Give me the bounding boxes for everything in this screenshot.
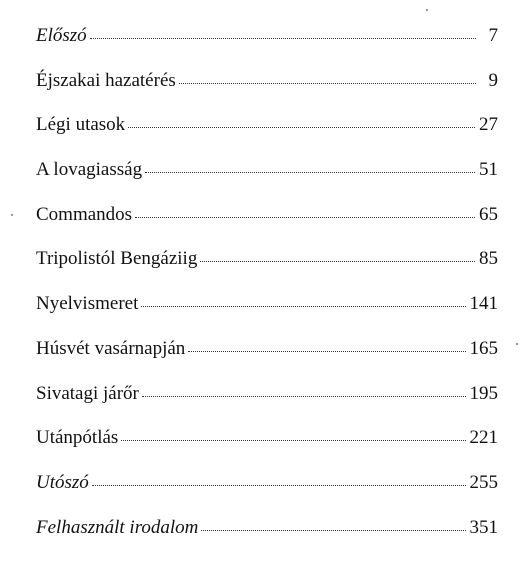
dot-leader (128, 127, 475, 128)
toc-entry-page: 351 (469, 516, 498, 538)
table-of-contents (36, 26, 498, 562)
toc-entry-page: 7 (488, 25, 498, 46)
toc-entry (36, 115, 498, 160)
toc-entry-page: 65 (479, 203, 498, 225)
toc-entry (36, 249, 498, 294)
toc-entry-page: 27 (479, 114, 498, 136)
dot-leader (90, 38, 476, 39)
toc-entry (36, 26, 498, 71)
toc-entry-title: Tripolistól Bengáziig (36, 248, 198, 270)
toc-entry-title: Éjszakai hazatérés (36, 69, 176, 91)
dot-leader (141, 306, 465, 307)
toc-entry-title: Utószó (36, 471, 89, 493)
scan-speck (426, 9, 428, 11)
toc-entry-title: Sivatagi járőr (36, 382, 139, 404)
toc-entry-page: 141 (469, 293, 498, 315)
toc-entry (36, 205, 498, 250)
toc-entry-title: Előszó (36, 25, 87, 46)
toc-entry-page: 9 (488, 69, 498, 91)
toc-entry-page: 51 (479, 159, 498, 181)
scan-speck (516, 343, 518, 345)
toc-entry (36, 473, 498, 518)
toc-entry (36, 339, 498, 384)
dot-leader (121, 440, 465, 441)
toc-entry (36, 160, 498, 205)
toc-entry-title: Légi utasok (36, 114, 126, 136)
dot-leader (188, 351, 465, 352)
toc-entry-title: Felhasznált irodalom (36, 516, 199, 538)
toc-entry (36, 518, 498, 563)
toc-entry-title: Nyelvismeret (36, 293, 139, 315)
dot-leader (179, 83, 476, 84)
toc-entry-page: 165 (469, 337, 498, 359)
dot-leader (142, 396, 466, 397)
toc-entry-page: 85 (479, 248, 498, 270)
toc-entry (36, 294, 498, 339)
dot-leader (201, 530, 465, 531)
toc-entry-title: Utánpótlás (36, 427, 119, 449)
toc-entry-page: 255 (469, 471, 498, 493)
toc-entry (36, 384, 498, 429)
dot-leader (200, 261, 475, 262)
toc-entry-page: 221 (469, 427, 498, 449)
toc-entry-title: A lovagiasság (36, 159, 143, 181)
dot-leader (92, 485, 466, 486)
toc-entry (36, 71, 498, 116)
dot-leader (145, 172, 475, 173)
dot-leader (135, 217, 475, 218)
toc-entry-title: Commandos (36, 203, 133, 225)
toc-entry-page: 195 (469, 382, 498, 404)
toc-entry (36, 428, 498, 473)
toc-entry-title: Húsvét vasárnapján (36, 337, 186, 359)
scan-speck (11, 214, 13, 216)
